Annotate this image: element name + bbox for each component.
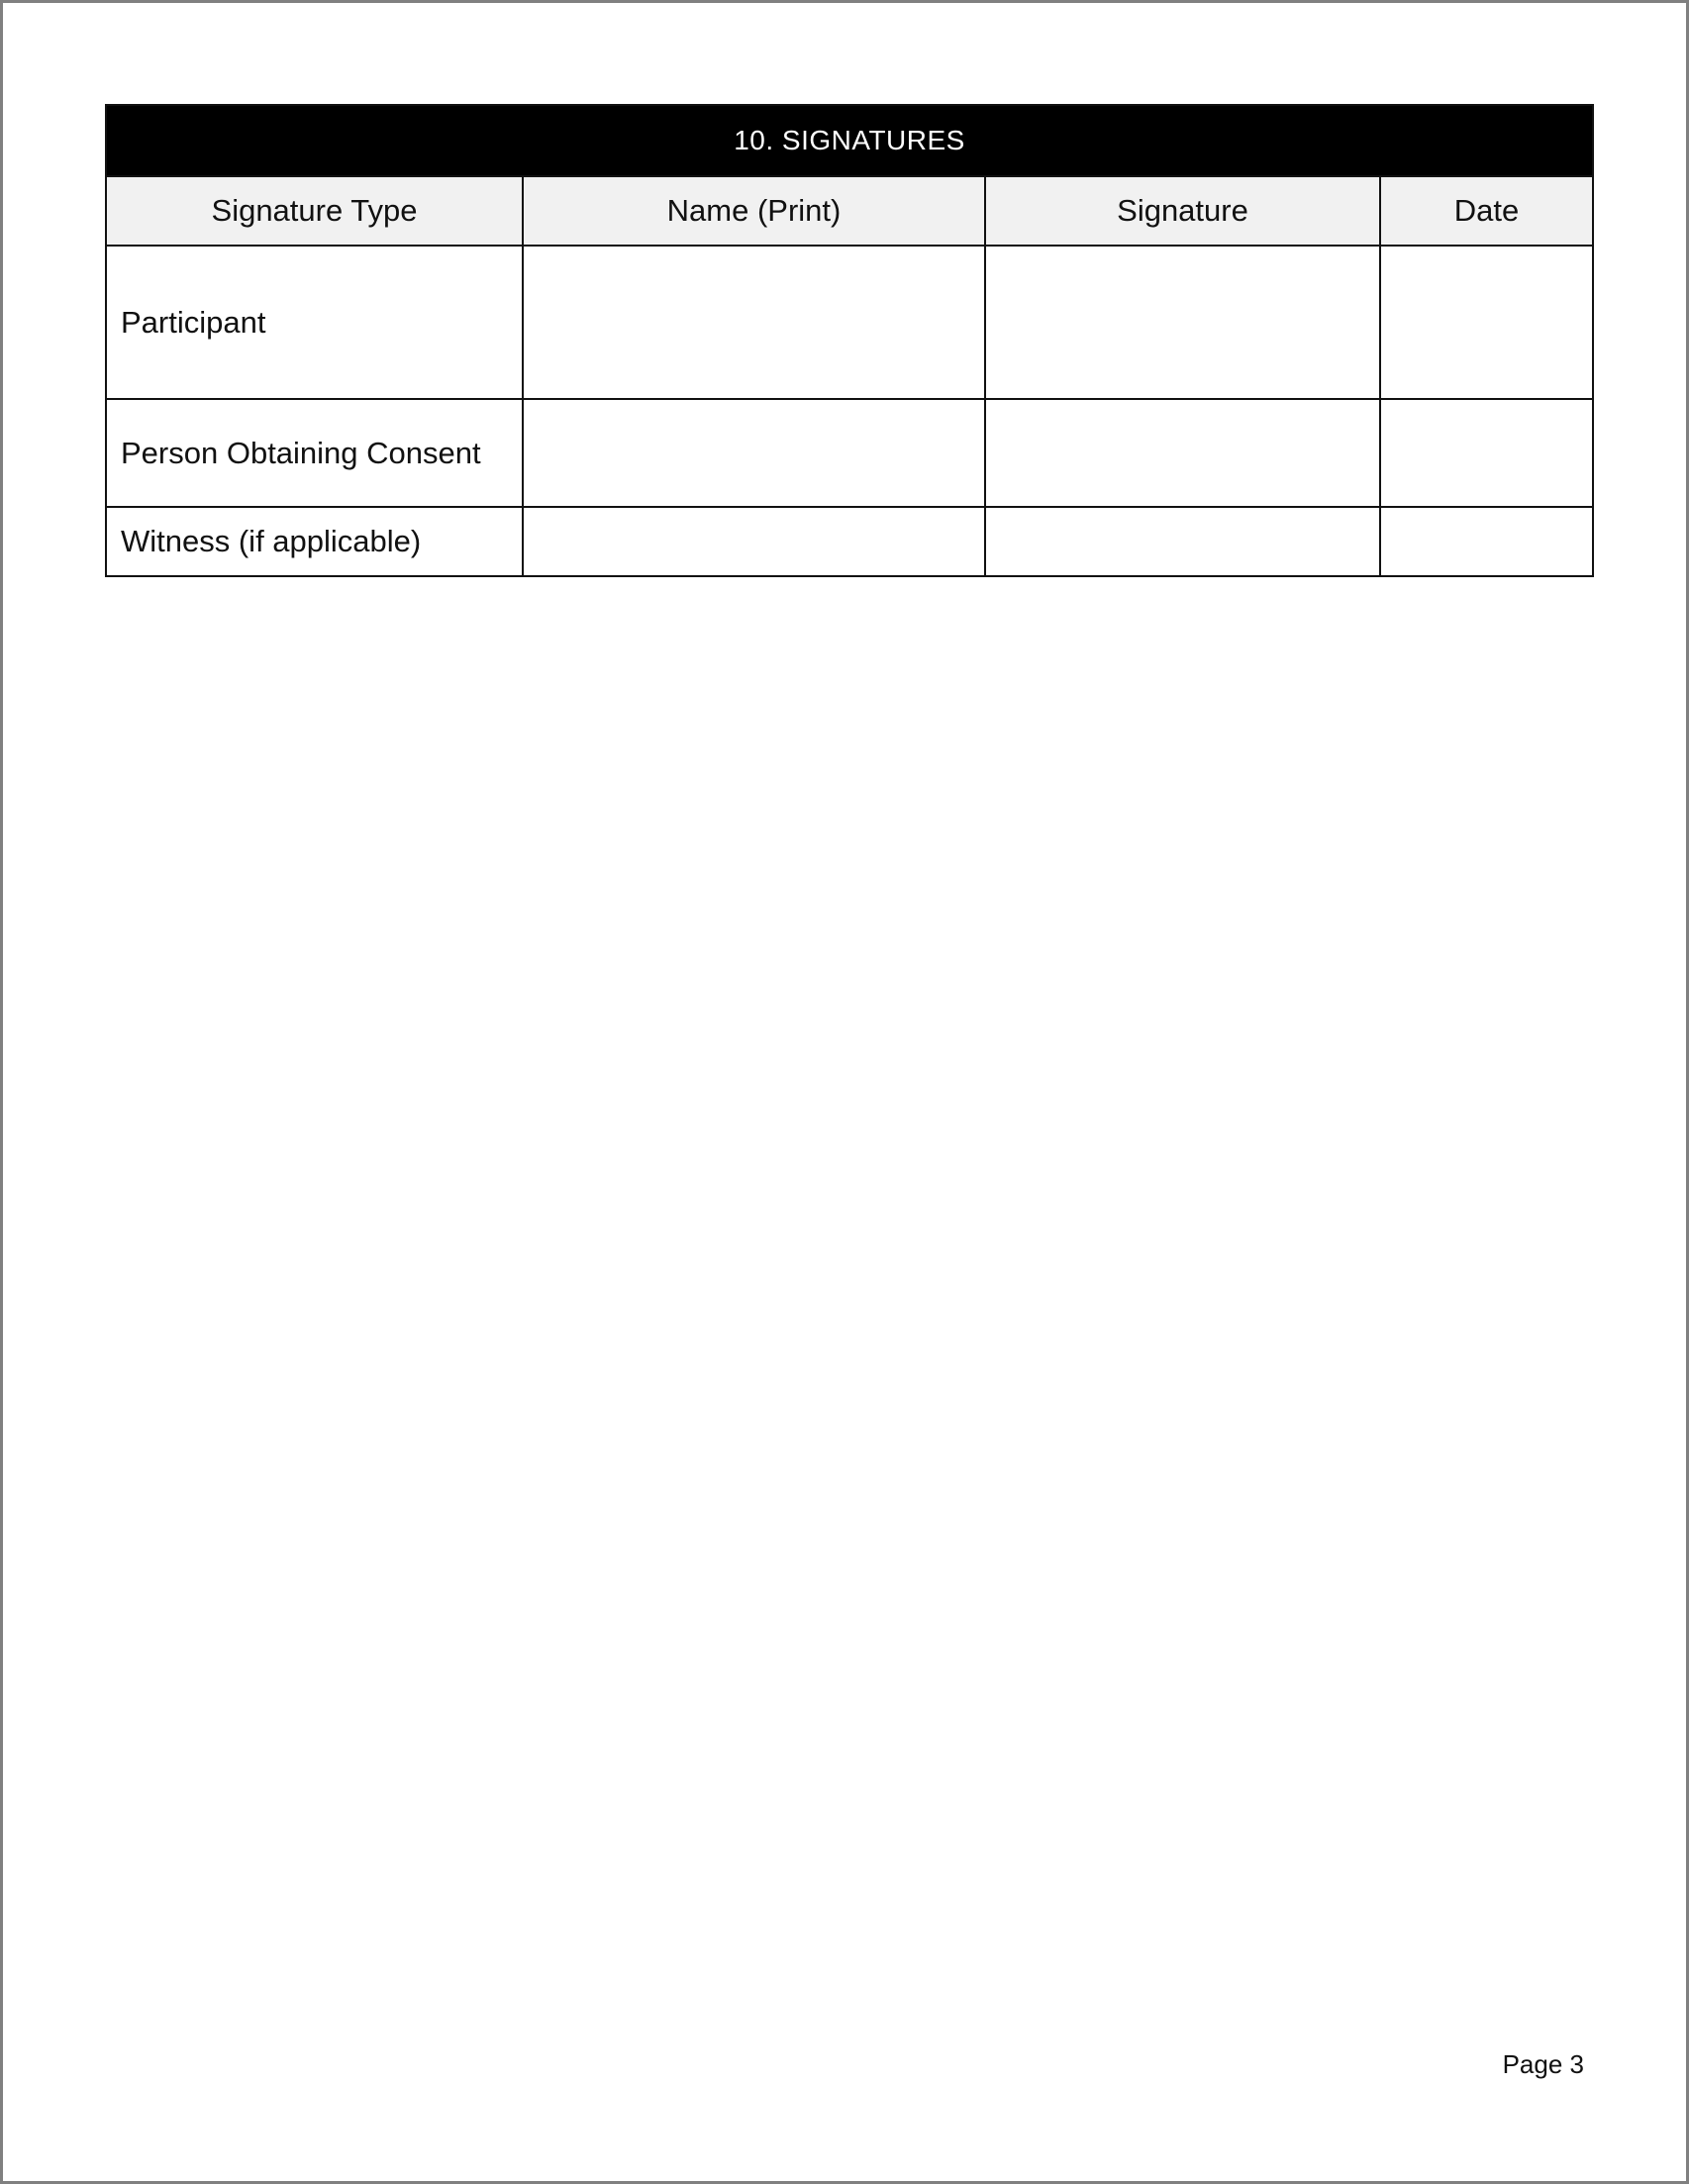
column-header-name-print: Name (Print) — [523, 176, 985, 246]
signature-type-label: Person Obtaining Consent — [106, 399, 523, 507]
signature-type-label: Participant — [106, 246, 523, 399]
witness-name-field[interactable] — [523, 507, 985, 576]
column-header-signature-type: Signature Type — [106, 176, 523, 246]
participant-name-field[interactable] — [523, 246, 985, 399]
table-row-person-obtaining-consent — [106, 399, 1593, 507]
participant-date-field[interactable] — [1380, 246, 1593, 399]
consent-obtainer-date-field[interactable] — [1380, 399, 1593, 507]
column-header-row — [106, 176, 1593, 246]
section-title: 10. SIGNATURES — [106, 105, 1593, 176]
section-title-row — [106, 105, 1593, 176]
participant-signature-field[interactable] — [985, 246, 1380, 399]
witness-date-field[interactable] — [1380, 507, 1593, 576]
column-header-signature: Signature — [985, 176, 1380, 246]
table-row-witness — [106, 507, 1593, 576]
signature-type-label: Witness (if applicable) — [106, 507, 523, 576]
page-number: Page 3 — [1502, 2049, 1584, 2079]
consent-obtainer-name-field[interactable] — [523, 399, 985, 507]
witness-signature-field[interactable] — [985, 507, 1380, 576]
column-header-date: Date — [1380, 176, 1593, 246]
table-row-participant — [106, 246, 1593, 399]
signatures-table — [105, 104, 1594, 577]
consent-obtainer-signature-field[interactable] — [985, 399, 1380, 507]
